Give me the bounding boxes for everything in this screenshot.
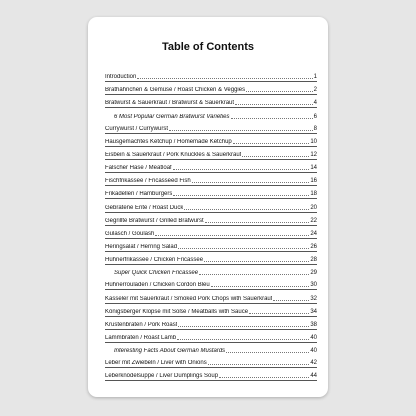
toc-entry-label: Krustenbraten / Pork Roast: [105, 321, 178, 328]
toc-page-number: 12: [310, 151, 317, 158]
toc-entry: [105, 290, 317, 303]
toc-entry: [105, 317, 317, 330]
toc-entry-label: Kasseler mit Sauerkraut / Smoked Pork Chops with Sauerkraut: [105, 295, 273, 302]
toc-dot-leader: [219, 376, 309, 378]
toc-entry: [105, 160, 317, 173]
toc-entry-label: Leber mit Zwiebeln / Liver with Onions: [105, 360, 207, 367]
toc-entry-label: Fischfrikassee / Fricasseed Fish: [105, 178, 191, 185]
toc-entry: [105, 121, 317, 134]
toc-dot-leader: [173, 168, 310, 170]
toc-list: [105, 69, 317, 381]
toc-page-number: 18: [310, 191, 317, 198]
toc-dot-leader: [226, 351, 309, 353]
toc-entry-label: Super Quick Chicken Fricassee: [114, 270, 199, 277]
toc-entry: [105, 277, 317, 290]
toc-page-number: 2: [313, 87, 317, 94]
toc-entry-label: 6 Most Popular German Bratwurst Varieties: [114, 113, 230, 120]
toc-entry-label: Frikadellen / Hamburgers: [105, 191, 173, 198]
toc-entry-label: Currywurst / Currywurst: [105, 125, 169, 132]
toc-dot-leader: [231, 117, 313, 119]
toc-dot-leader: [249, 312, 309, 314]
toc-dot-leader: [242, 155, 309, 157]
toc-entry: [105, 330, 317, 343]
toc-entry-label: Königsberger Klopse mit Soße / Meatballs with Sauce: [105, 308, 249, 315]
toc-subentry: [105, 265, 317, 277]
toc-dot-leader: [173, 194, 309, 196]
toc-entry: [105, 134, 317, 147]
toc-page-number: 40: [310, 348, 317, 355]
toc-dot-leader: [235, 103, 313, 105]
toc-dot-leader: [155, 234, 309, 236]
toc-entry: [105, 304, 317, 317]
toc-dot-leader: [273, 299, 309, 301]
toc-page-number: 30: [310, 282, 317, 289]
toc-dot-leader: [169, 129, 313, 131]
toc-entry: [105, 82, 317, 95]
toc-entry-label: Leberknödelsuppe / Liver Dumplings Soup: [105, 373, 219, 380]
toc-entry: [105, 355, 317, 368]
toc-dot-leader: [178, 325, 309, 327]
toc-dot-leader: [211, 285, 310, 287]
toc-page-number: 34: [310, 308, 317, 315]
toc-page-number: 26: [310, 243, 317, 250]
toc-dot-leader: [233, 142, 310, 144]
toc-entry: [105, 173, 317, 186]
toc-entry-label: Introduction: [105, 74, 137, 81]
toc-page-number: 24: [310, 230, 317, 237]
toc-dot-leader: [204, 260, 309, 262]
toc-entry-label: Heringsalat / Herring Salad: [105, 243, 178, 250]
toc-entry-label: Brathähnchen & Gemüse / Roast Chicken & Veggies: [105, 87, 246, 94]
toc-entry-label: Hausgemachtes Ketchup / Homemade Ketchup: [105, 138, 232, 145]
toc-entry-label: Hühnerfrikassee / Chicken Fricassee: [105, 257, 204, 264]
toc-page-number: 8: [313, 125, 317, 132]
toc-entry: [105, 368, 317, 381]
toc-entry-label: Gegrillte Bratwurst / Grilled Bratwurst: [105, 217, 204, 224]
toc-dot-leader: [192, 181, 310, 183]
toc-page-number: 44: [310, 373, 317, 380]
toc-entry-label: Lammbraten / Roast Lamb: [105, 334, 177, 341]
toc-entry: [105, 199, 317, 212]
toc-dot-leader: [177, 338, 309, 340]
toc-dot-leader: [184, 208, 309, 210]
toc-page-number: 1: [313, 74, 317, 81]
toc-page-number: 42: [310, 360, 317, 367]
toc-entry: [105, 186, 317, 199]
toc-page-number: 38: [310, 321, 317, 328]
toc-page-number: 29: [310, 270, 317, 277]
toc-entry: [105, 213, 317, 226]
toc-entry: [105, 147, 317, 160]
toc-entry: [105, 239, 317, 252]
toc-dot-leader: [205, 221, 310, 223]
toc-page-number: 40: [310, 334, 317, 341]
toc-dot-leader: [137, 77, 312, 79]
toc-subentry: [105, 343, 317, 355]
toc-dot-leader: [208, 363, 310, 365]
toc-page-number: 28: [310, 257, 317, 264]
toc-entry-label: Falscher Hase / Meatloaf: [105, 165, 172, 172]
toc-page-number: 4: [313, 100, 317, 107]
toc-page-number: 16: [310, 178, 317, 185]
document-page: [88, 17, 328, 397]
toc-dot-leader: [199, 273, 309, 275]
toc-entry-label: Gebratene Ente / Roast Duck: [105, 204, 184, 211]
toc-page-number: 32: [310, 295, 317, 302]
toc-entry-label: Gulasch / Goulash: [105, 230, 155, 237]
toc-entry-label: Bratwurst & Sauerkraut / Bratwurst & Sauerkraut: [105, 100, 235, 107]
toc-entry-label: Interesting Facts About German Mustards: [114, 348, 226, 355]
toc-dot-leader: [246, 90, 313, 92]
page-title: Table of Contents: [161, 41, 255, 53]
toc-page-number: 10: [310, 138, 317, 145]
toc-entry: [105, 226, 317, 239]
toc-dot-leader: [178, 247, 309, 249]
toc-entry: [105, 252, 317, 265]
toc-entry-label: Hühnerrouladen / Chicken Cordon Bleu: [105, 282, 210, 289]
toc-page-number: 14: [310, 165, 317, 172]
toc-subentry: [105, 108, 317, 120]
toc-page-number: 6: [313, 113, 317, 120]
toc-page-number: 20: [310, 204, 317, 211]
toc-page-number: 22: [310, 217, 317, 224]
toc-entry: [105, 95, 317, 108]
toc-entry: [105, 69, 317, 82]
toc-entry-label: Eisbein & Sauerkraut / Pork Knuckles & Sauerkraut: [105, 151, 242, 158]
